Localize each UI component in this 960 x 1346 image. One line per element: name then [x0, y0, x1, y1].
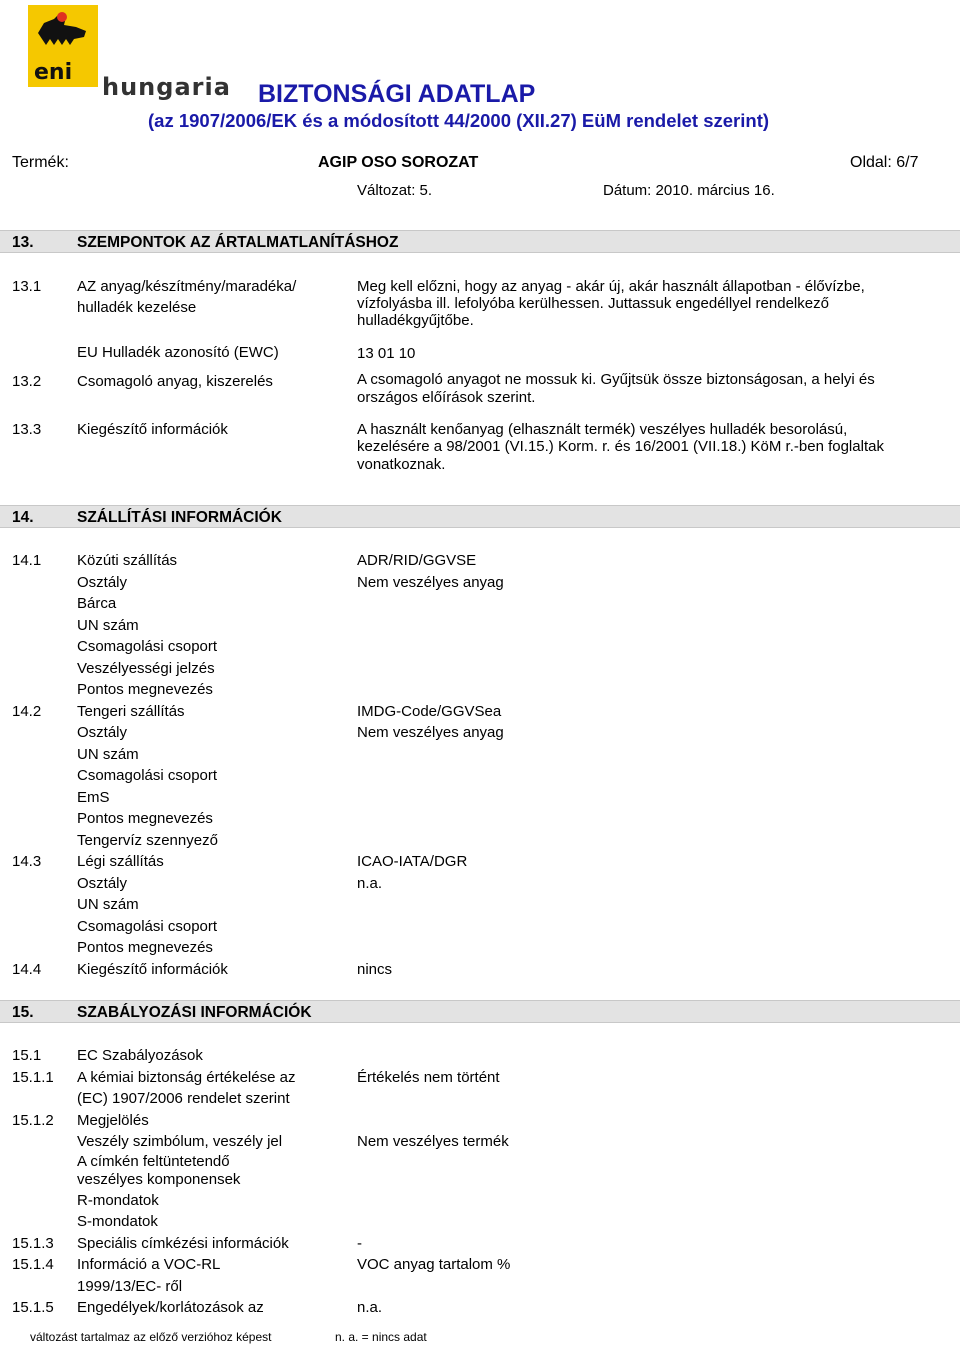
list-item: UN szám: [77, 896, 139, 913]
row-number: 15.1.2: [12, 1112, 54, 1129]
list-item: Pontos megnevezés: [77, 939, 213, 956]
row-label: Légi szállítás: [77, 853, 164, 870]
row-value: nincs: [357, 961, 393, 978]
svg-text:eni: eni: [34, 60, 73, 85]
row-value: országos előírások szerint.: [357, 389, 536, 406]
list-item: R-mondatok: [77, 1192, 159, 1209]
list-item: Csomagolási csoport: [77, 638, 218, 655]
section-15-header: [0, 1000, 960, 1023]
list-item: UN szám: [77, 746, 139, 763]
list-item: S-mondatok: [77, 1213, 158, 1230]
footer-legend: n. a. = nincs adat: [335, 1330, 427, 1344]
row-label: Speciális címkézési információk: [77, 1235, 289, 1252]
row-value: Meg kell előzni, hogy az anyag - akár új, akár használt állapotban - élővízbe,: [357, 278, 865, 295]
section-number: 15.: [12, 1004, 34, 1021]
list-item: EmS: [77, 789, 110, 806]
row-number: 13.3: [12, 421, 42, 438]
list-item: Osztály: [77, 875, 128, 892]
list-item: UN szám: [77, 617, 139, 634]
document-subtitle: (az 1907/2006/EK és a módosított 44/2000 (XII.27) EüM rendelet szerint): [148, 110, 770, 131]
document-title: BIZTONSÁGI ADATLAP: [258, 80, 536, 108]
page-number: Oldal: 6/7: [850, 154, 919, 171]
row-label: Közúti szállítás: [77, 552, 178, 569]
row-value: ADR/RID/GGVSE: [357, 552, 477, 569]
section-14-header: [0, 505, 960, 528]
row-label: A kémiai biztonság értékelése az: [77, 1069, 296, 1086]
section-title: SZABÁLYOZÁSI INFORMÁCIÓK: [77, 1004, 312, 1021]
row-value: -: [357, 1235, 362, 1252]
list-item: Osztály: [77, 724, 128, 741]
section-13-header: [0, 230, 960, 253]
row-value: n.a.: [357, 875, 383, 892]
list-item: veszélyes komponensek: [77, 1171, 241, 1188]
section-title: SZÁLLÍTÁSI INFORMÁCIÓK: [77, 509, 282, 526]
row-label: Megjelölés: [77, 1112, 149, 1129]
row-number: 15.1.5: [12, 1299, 54, 1316]
row-value: n.a.: [357, 1299, 383, 1316]
row-value: A csomagoló anyagot ne mossuk ki. Gyűjtsük össze biztonságosan, a helyi és: [357, 371, 875, 388]
row-label: hulladék kezelése: [77, 299, 197, 316]
list-item: Veszély szimbólum, veszély jel: [77, 1133, 283, 1150]
row-number: 13.1: [12, 278, 42, 295]
footer-note: változást tartalmaz az előző verzióhoz képest: [30, 1330, 272, 1344]
row-number: 15.1.3: [12, 1235, 54, 1252]
row-number: 14.4: [12, 961, 42, 978]
row-label: Csomagoló anyag, kiszerelés: [77, 373, 273, 390]
list-item: A címkén feltüntetendő: [77, 1153, 230, 1170]
row-number: 15.1.1: [12, 1069, 54, 1086]
list-item: Veszélyességi jelzés: [77, 660, 215, 677]
row-value: A használt kenőanyag (elhasznált termék) veszélyes hulladék besorolású,: [357, 421, 848, 438]
eni-logo: [10, 5, 231, 105]
row-value: ICAO-IATA/DGR: [357, 853, 468, 870]
list-item: Bárca: [77, 595, 117, 612]
row-label: 1999/13/EC- ről: [77, 1278, 183, 1295]
row-number: 14.1: [12, 552, 42, 569]
list-item: Csomagolási csoport: [77, 767, 218, 784]
section-title: SZEMPONTOK AZ ÁRTALMATLANÍTÁSHOZ: [77, 234, 399, 251]
row-label: Információ a VOC-RL: [77, 1256, 221, 1273]
list-item: Tengervíz szennyező: [77, 832, 218, 849]
row-value: IMDG-Code/GGVSea: [357, 703, 502, 720]
row-number: 13.2: [12, 373, 42, 390]
row-value: Nem veszélyes anyag: [357, 574, 504, 591]
product-label: Termék:: [12, 154, 69, 171]
row-label: AZ anyag/készítmény/maradéka/: [77, 278, 297, 295]
row-number: 14.3: [12, 853, 42, 870]
row-number: 15.1: [12, 1047, 42, 1064]
row-label: Kiegészítő információk: [77, 961, 228, 978]
row-value: VOC anyag tartalom %: [357, 1256, 511, 1273]
list-item: Osztály: [77, 574, 128, 591]
row-value: kezelésére a 98/2001 (VI.15.) Korm. r. és 16/2001 (VII.18.) KöM r.-ben foglaltak: [357, 438, 884, 455]
row-label: Tengeri szállítás: [77, 703, 185, 720]
svg-text:hungaria: hungaria: [102, 73, 231, 101]
row-label: Kiegészítő információk: [77, 421, 228, 438]
row-value: vízfolyásba ill. lefolyóba kerülhessen. Juttassuk engedéllyel rendelkező: [357, 295, 829, 312]
row-number: 15.1.4: [12, 1256, 54, 1273]
row-label: EC Szabályozások: [77, 1047, 203, 1064]
version: Változat: 5.: [357, 182, 433, 199]
ewc-value: 13 01 10: [357, 345, 416, 362]
row-value: Nem veszélyes anyag: [357, 724, 504, 741]
section-number: 13.: [12, 234, 34, 251]
section-number: 14.: [12, 509, 34, 526]
date: Dátum: 2010. március 16.: [603, 182, 775, 199]
row-value: Nem veszélyes termék: [357, 1133, 509, 1150]
row-number: 14.2: [12, 703, 42, 720]
list-item: Pontos megnevezés: [77, 681, 213, 698]
ewc-label: EU Hulladék azonosító (EWC): [77, 344, 279, 361]
row-value: Értékelés nem történt: [357, 1069, 500, 1086]
row-label: Engedélyek/korlátozások az: [77, 1299, 264, 1316]
row-value: vonatkoznak.: [357, 456, 446, 473]
row-value: hulladékgyűjtőbe.: [357, 312, 474, 329]
row-label: (EC) 1907/2006 rendelet szerint: [77, 1090, 290, 1107]
list-item: Csomagolási csoport: [77, 918, 218, 935]
list-item: Pontos megnevezés: [77, 810, 213, 827]
product-name: AGIP OSO SOROZAT: [318, 154, 479, 171]
